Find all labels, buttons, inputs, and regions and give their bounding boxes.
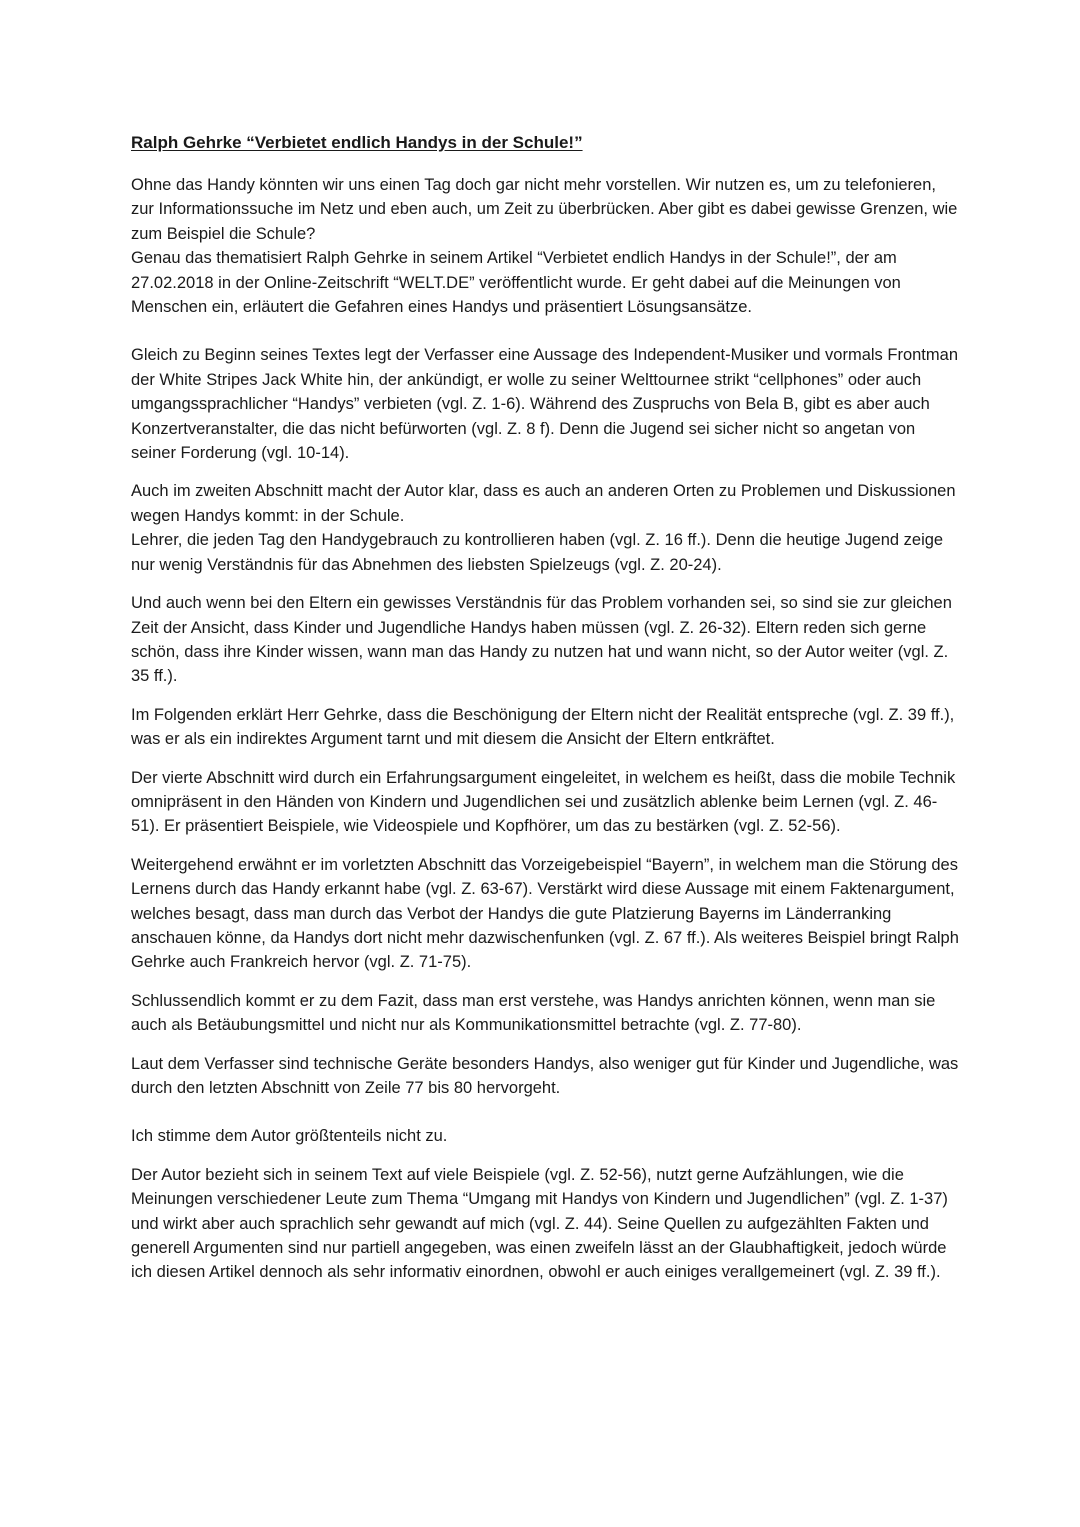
paragraph-indirect-argument: Im Folgenden erklärt Herr Gehrke, dass die Beschönigung der Eltern nicht der Realität entspreche (vgl. Z. 39 ff.), was er als ein indirektes Argument tarnt und mit diesem die Ansicht der Eltern entkräftet. — [131, 705, 955, 749]
paragraph-opinion: Ich stimme dem Autor größtenteils nicht zu. — [131, 1127, 448, 1146]
paragraph-summary: Laut dem Verfasser sind technische Geräte besonders Handys, also weniger gut für Kinder und Jugendliche, was durch den letzten Abschnitt von Zeile 77 bis 80 hervorgeht. — [131, 1054, 959, 1097]
paragraph-evaluation: Der Autor bezieht sich in seinem Text auf viele Beispiele (vgl. Z. 52-56), nutzt gerne Aufzählungen, wie die Meinungen verschiedener Leute zum Thema “Umgang mit Handys von Kindern und Jugendlichen” (vgl. Z. 1-37) und wirkt aber auch sprachlich sehr gewandt auf mich (vgl. Z. 44). Seine Quellen zu aufgezählten Fakten und generell Argumenten sind nur partiell angegeben, was einen zweifeln lässt an der Glaubhaftigkeit, jedoch würde ich diesen Artikel dennoch als sehr informativ einordnen, obwohl er auch einiges verallgemeinert (vgl. Z. 39 ff.). — [131, 1165, 948, 1282]
paragraph-introduction: Ohne das Handy könnten wir uns einen Tag doch gar nicht mehr vorstellen. Wir nutzen es, um zu telefonieren, zur Informationssuche im Netz und eben auch, um Zeit zu überbrücken. Aber gibt es dabei gewisse Grenzen, wie zum Beispiel die Schule? Genau das thematisiert Ralph Gehrke in seinem Artikel “Verbietet endlich Handys in der Schule!”, der am 27.02.2018 in der Online-Zeitschrift “WELT.DE” veröffentlicht wurde. Er geht dabei auf die Meinungen von Menschen ein, erläutert die Gefahren eines Handys und präsentiert Lösungsansätze. — [131, 176, 958, 317]
document-page — [131, 130, 961, 1299]
document-title: Ralph Gehrke “Verbietet endlich Handys in der Schule!” — [131, 133, 583, 152]
paragraph-first-section: Gleich zu Beginn seines Textes legt der Verfasser eine Aussage des Independent-Musiker und vormals Frontman der White Stripes Jack White hin, der ankündigt, er wolle zu seiner Welttournee strikt “cellphones” oder auch umgangssprachlicher “Handys” verbieten (vgl. Z. 1-6). Während des Zuspruchs von Bela B, gibt es aber auch Konzertveranstalter, die das nicht befürworten (vgl. Z. 8 f). Denn die Jugend sei sicher nicht so angetan von seiner Forderung (vgl. 10-14). — [131, 346, 958, 463]
paragraph-conclusion: Schlussendlich kommt er zu dem Fazit, dass man erst verstehe, was Handys anrichten können, wenn man sie auch als Betäubungsmittel und nicht nur als Kommunikationsmittel betrachte (vgl. Z. 77-80). — [131, 991, 936, 1035]
paragraph-fourth-section: Der vierte Abschnitt wird durch ein Erfahrungsargument eingeleitet, in welchem es heißt, dass die mobile Technik omnipräsent in den Händen von Kindern und Jugendlichen sei und zusätzlich ablenke beim Lernen (vgl. Z. 46-51). Er präsentiert Beispiele, wie Videospiele und Kopfhörer, um das zu bestärken (vgl. Z. 52-56). — [131, 768, 956, 836]
paragraph-second-section: Auch im zweiten Abschnitt macht der Autor klar, dass es auch an anderen Orten zu Problemen und Diskussionen wegen Handys kommt: in der Schule. Lehrer, die jeden Tag den Handygebrauch zu kontrollieren haben (vgl. Z. 16 ff.). Denn die heutige Jugend zeige nur wenig Verständnis für das Abnehmen des liebsten Spielzeugs (vgl. Z. 20-24). — [131, 482, 956, 574]
paragraph-parents: Und auch wenn bei den Eltern ein gewisses Verständnis für das Problem vorhanden sei, so sind sie zur gleichen Zeit der Ansicht, dass Kinder und Jugendliche Handys haben müssen (vgl. Z. 26-32). Eltern reden sich gerne schön, dass ihre Kinder wissen, wann man das Handy zu nutzen hat und wann nicht, so der Autor weiter (vgl. Z. 35 ff.). — [131, 594, 952, 686]
paragraph-bavaria-example: Weitergehend erwähnt er im vorletzten Abschnitt das Vorzeigebeispiel “Bayern”, in welchem man die Störung des Lernens durch das Handy erkannt habe (vgl. Z. 63-67). Verstärkt wird diese Aussage mit einem Faktenargument, welches besagt, dass man durch das Verbot der Handys die gute Platzierung Bayerns im Länderranking anschauen könne, da Handys dort nicht mehr dazwischenfunken (vgl. Z. 67 ff.). Als weiteres Beispiel bringt Ralph Gehrke auch Frankreich hervor (vgl. Z. 71-75). — [131, 855, 959, 972]
